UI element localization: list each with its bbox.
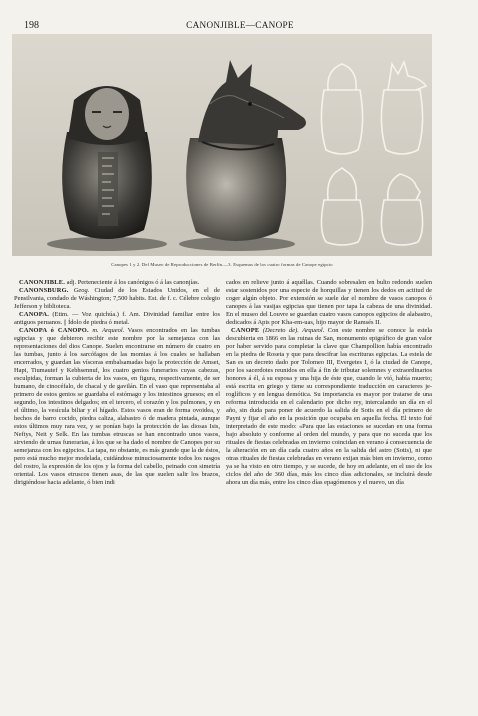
entry-canonjible: CANONJIBLE. adj. Perteneciente á los canónigos ó á las canonjías. bbox=[19, 279, 200, 286]
entry-continuation: cados en relieve junto á aquéllas. Cuando sobresalen en bulto redondo suelen estar sostenidos por una especie de horquillas y tienen los dedos en actitud de coger algún objeto. Por extensión se suele dar el nombre de vasos canopos ó canopes á las vasijas egipcias que tienen por tapa la cabeza de una divinidad. En el museo del Louvre se guardan cuatro vasos canopos egipcios de alabastro, dedicados á Apis por Kha-em-uas, hijo mayor de Ramsés II. bbox=[226, 279, 432, 327]
entry-canonsburg: CANONSBURG. Geog. Ciudad de los Estados Unidos, en el de Pensilvania, condado de Wáshington; 7,500 habits. Est. de f. c. Célebre colegio Jefferson y biblioteca. bbox=[14, 287, 220, 311]
canopic-jars-illustration bbox=[12, 34, 432, 256]
entry-canopa-canopo: CANOPA ó CANOPO. m. Arqueol. Vasos encontrados en las tumbas egipcias y que debieron recibir este nombre por la semejanza con las representaciones del dios Canope. Suelen encontrarse en número de cuatro en las tumbas, junto á los sarcófagos de las momias á los cuales se hallaban encerrados, y guardan las vísceras embalsamadas bajo la protección de Amset, Hapi, Tiumautef y Kebhsennuf, los cuatro genios funerarios cuyas cabezas, esculpidas, forman la cubierta de los vasos, en figura, respectivamente, de ser humano, de cinocéfalo, de chacal y de gavilán. En el vaso que representaba al primero de estos genios se guardaba el estómago y los intestinos gruesos; en el segundo, los intestinos delgados; en el tercero, el corazón y los pulmones, y en el último, la vesícula biliar y el hígado. Estos vasos eran de forma ovoidea, y hechos de barro cocido, piedra caliza, alabastro ó de madera pintada, aunque estos últimos muy rara vez, y se ponían bajo la protección de las diosas Isis, Neftys, Neit y Selk. En las tumbas etruscas se han encontrado unos vasos, sirviendo de urnas funerarias, á los que se ha dado el nombre de Canopes por su semejanza con los egipcios. La tapa, no obstante, es más grande que la de éstos, pero está mucho mejor modelada, cuidándose minuciosamente todos los rasgos del rostro, la expresión de los ojos y la forma del cabello, peinado con simetría oriental. Los vasos etruscos tienen asas, de las que suelen salir los brazos, dirigiéndose hacia adelante, ó bien indi bbox=[14, 327, 220, 487]
entry-canopa: CANOPA. (Etim. — Voz quichúa.) f. Am. Divinidad familiar entre los antiguos peruanos. || Ídolo de piedra ó metal. bbox=[14, 311, 220, 327]
running-head bbox=[24, 18, 456, 34]
right-column bbox=[226, 279, 432, 684]
figure-caption: Canopes 1 y 2. Del Museo de Reproducciones de Berlín.—3. Esquemas de los cuatro formas de Canope egipcio bbox=[111, 262, 333, 267]
left-column bbox=[14, 279, 220, 684]
running-title: CANONJIBLE—CANOPE bbox=[186, 20, 294, 30]
page-number: 198 bbox=[24, 20, 39, 31]
illustration-plate bbox=[12, 34, 432, 256]
text-columns bbox=[14, 279, 432, 684]
entry-canope-decreto: CANOPE (Decreto de). Arqueol. Con este nombre se conoce la estela descubierta en 1866 en las ruinas de San, monumento epigráfico de gran valor por haber servido para completar la clave que Champollion había encontrado en la piedra de Roseta y que para descifrar las escrituras egipcias. La estela de San es un decreto dado por Tolomeo III, Evergetes I, ó la ciudad de Canope, por los sacerdotes reunidos en ella á fin de tributar solemnes y extraordinarios honores á él, á su esposa y una hija de éste que, cuando le vió, había muerto; está escrita en griego y tiene su correspondiente traducción en caracteres jeroglíficos y en lengua demótica. Su importancia es mayor por tratarse de una reforma introducida en el calendario por dicho rey, intercalando un día en el año, sin duda para poner de acuerdo la salida de Sotis en el día primero de Payni y fijar el año en la posición que ocupaba en aquella fecha. El texto fué interpretado de este modo: «Para que las estaciones se sucedan en una forma bajo absoluto y conforme al orden del mundo, y para que no suceda que los rituales de fiestas celebradas en invierno coincidan en verano á consecuencia de la alteración en un día cada cuatro años en la salida del astro (Sotis), ni que otras rituales de fiestas celebradas en verano exijan más bien en invierno, como ya se ha visto en otro tiempo, y se sucede, de hoy en adelante, en el uso de los ciclos del año de 360 días, más los cinco días adicionales, se incluirá desde ahora un día más, entre los cinco días epagómenos y el nuevo, un día bbox=[226, 327, 432, 487]
